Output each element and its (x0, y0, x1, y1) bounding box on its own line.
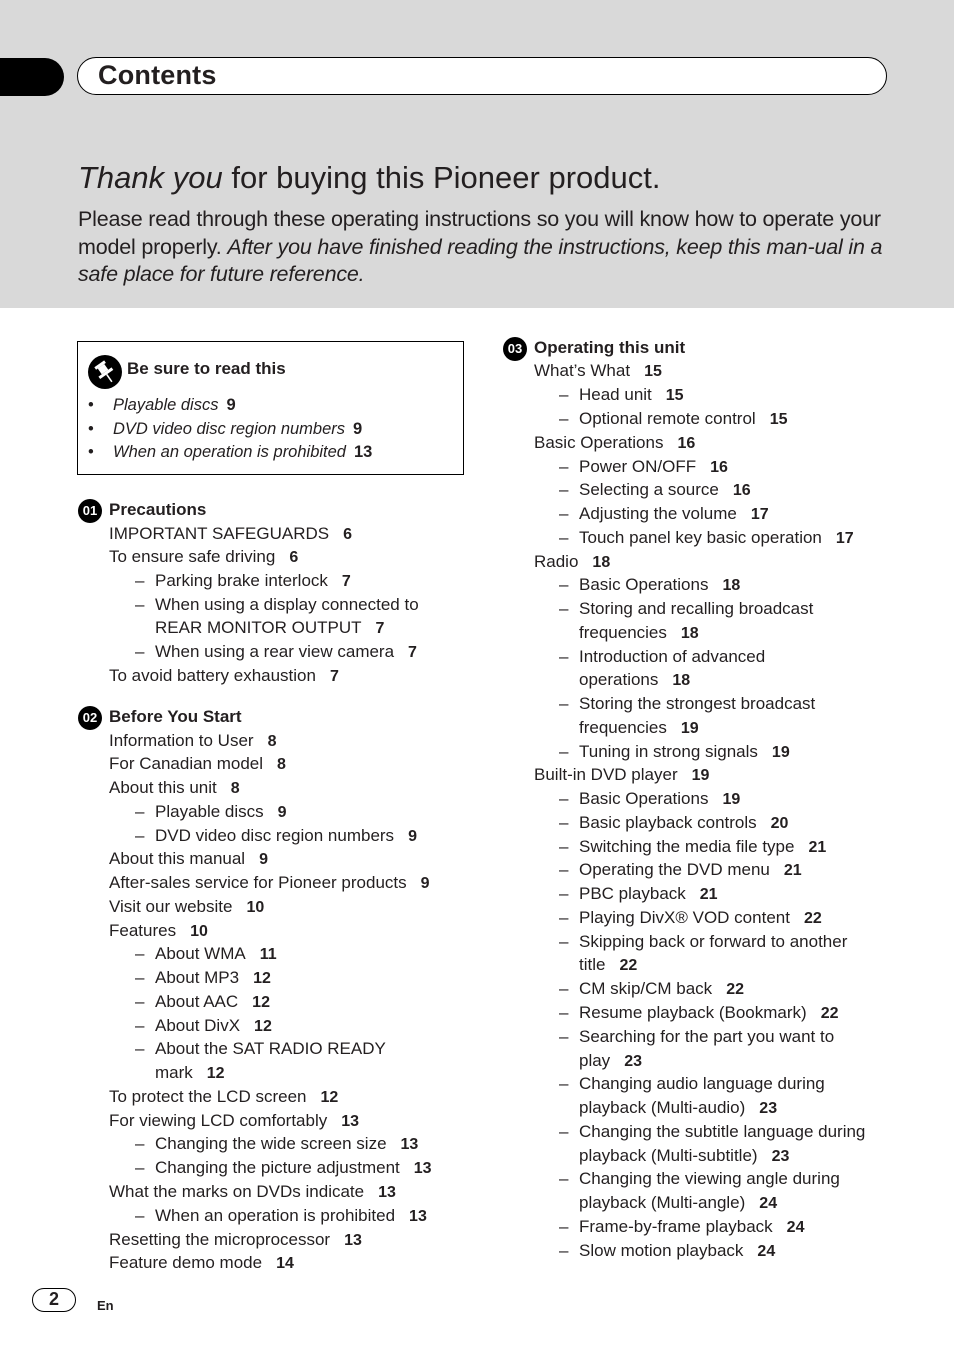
toc-entry[interactable]: About this unit 8 (109, 778, 240, 797)
intro-italic: After you have finished reading the instructions, keep this man-ual in a safe place for future reference. (78, 234, 883, 286)
toc-subentry[interactable]: – About WMA 11 (135, 944, 277, 963)
list-item[interactable]: • When an operation is prohibited 13 (88, 443, 373, 462)
toc-subentry[interactable]: – About the SAT RADIO READY (135, 1039, 386, 1058)
toc-subentry-continued[interactable]: playback (Multi-audio) 23 (579, 1098, 778, 1117)
toc-subentry[interactable]: – Introduction of advanced (559, 647, 766, 666)
toc-entry[interactable]: For viewing LCD comfortably 13 (109, 1111, 360, 1130)
toc-subentry[interactable]: – Basic playback controls 20 (559, 813, 789, 832)
section-tab-marker (0, 58, 64, 96)
toc-subentry-continued[interactable]: mark 12 (155, 1063, 225, 1082)
toc-subentry[interactable]: – When using a rear view camera 7 (135, 642, 417, 661)
page-title (78, 160, 660, 196)
toc-subentry-continued[interactable]: playback (Multi-angle) 24 (579, 1193, 778, 1212)
toc-subentry[interactable]: – Searching for the part you want to (559, 1027, 835, 1046)
toc-entry[interactable]: Visit our website 10 (109, 897, 265, 916)
toc-subentry-continued[interactable]: operations 18 (579, 670, 691, 689)
toc-entry[interactable]: Basic Operations 16 (534, 433, 696, 452)
toc-subentry[interactable]: – Tuning in strong signals 19 (559, 742, 790, 761)
toc-entry[interactable]: Feature demo mode 14 (109, 1253, 294, 1272)
toc-subentry[interactable]: – When using a display connected to (135, 595, 419, 614)
toc-subentry[interactable]: – Storing the strongest broadcast (559, 694, 816, 713)
toc-subentry-continued[interactable]: frequencies 18 (579, 623, 699, 642)
section-title-before-you-start[interactable]: Before You Start (109, 707, 242, 726)
toc-subentry[interactable]: – About DivX 12 (135, 1016, 272, 1035)
toc-entry[interactable]: To protect the LCD screen 12 (109, 1087, 339, 1106)
toc-subentry[interactable]: – Changing the viewing angle during (559, 1169, 840, 1188)
section-number-badge: 03 (503, 337, 527, 361)
toc-subentry[interactable]: – Optional remote control 15 (559, 409, 788, 428)
toc-subentry[interactable]: – Switching the media file type 21 (559, 837, 827, 856)
section-number-badge: 02 (78, 706, 102, 730)
header-band (0, 0, 954, 308)
title-italic: Thank you (78, 160, 223, 195)
toc-subentry-continued[interactable]: play 23 (579, 1051, 642, 1070)
note-box-list (88, 394, 372, 465)
contents-title: Contents (98, 60, 217, 90)
toc-subentry[interactable]: – Frame-by-frame playback 24 (559, 1217, 805, 1236)
toc-subentry[interactable]: – Parking brake interlock 7 (135, 571, 351, 590)
note-box-title: Be sure to read this (127, 359, 286, 378)
toc-subentry[interactable]: – Resume playback (Bookmark) 22 (559, 1003, 839, 1022)
toc-entry[interactable]: For Canadian model 8 (109, 754, 286, 773)
toc-subentry[interactable]: – Power ON/OFF 16 (559, 457, 728, 476)
toc-subentry[interactable]: – Basic Operations 19 (559, 789, 741, 808)
toc-subentry[interactable]: – Skipping back or forward to another (559, 932, 848, 951)
toc-entry[interactable]: Built-in DVD player 19 (534, 765, 710, 784)
toc-entry[interactable]: What’s What 15 (534, 361, 662, 380)
section-number-badge: 01 (78, 499, 102, 523)
toc-entry[interactable]: What the marks on DVDs indicate 13 (109, 1182, 396, 1201)
toc-subentry[interactable]: – Changing the picture adjustment 13 (135, 1158, 432, 1177)
toc-entry[interactable]: To avoid battery exhaustion 7 (109, 666, 339, 685)
toc-subentry[interactable]: – Basic Operations 18 (559, 575, 741, 594)
toc-subentry-continued[interactable]: frequencies 19 (579, 718, 699, 737)
toc-entry[interactable]: Resetting the microprocessor 13 (109, 1230, 362, 1249)
pushpin-icon (88, 355, 122, 389)
toc-entry[interactable]: Radio 18 (534, 552, 611, 571)
language-code: En (97, 1298, 114, 1313)
toc-subentry[interactable]: – CM skip/CM back 22 (559, 979, 744, 998)
toc-subentry[interactable]: – Head unit 15 (559, 385, 684, 404)
toc-subentry[interactable]: – Playing DivX® VOD content 22 (559, 908, 822, 927)
be-sure-to-read-box (77, 341, 464, 475)
toc-subentry[interactable]: – Selecting a source 16 (559, 480, 751, 499)
toc-subentry[interactable]: – PBC playback 21 (559, 884, 718, 903)
toc-entry[interactable]: After-sales service for Pioneer products 9 (109, 873, 430, 892)
toc-subentry-continued[interactable]: REAR MONITOR OUTPUT 7 (155, 618, 385, 637)
toc-subentry[interactable]: – Storing and recalling broadcast (559, 599, 814, 618)
contents-header (77, 57, 887, 95)
intro-plain: Please read through these operating instructions so you will know how to operate your model properly. (78, 207, 881, 259)
toc-subentry[interactable]: – Operating the DVD menu 21 (559, 860, 802, 879)
list-item[interactable]: • DVD video disc region numbers 9 (88, 419, 363, 438)
intro-text (78, 206, 898, 289)
toc-entry[interactable]: About this manual 9 (109, 849, 268, 868)
section-title-precautions[interactable]: Precautions (109, 500, 207, 519)
toc-subentry[interactable]: – Slow motion playback 24 (559, 1241, 776, 1260)
toc-entry[interactable]: To ensure safe driving 6 (109, 547, 299, 566)
toc-subentry[interactable]: – Changing the subtitle language during (559, 1122, 866, 1141)
toc-subentry[interactable]: – DVD video disc region numbers 9 (135, 826, 417, 845)
toc-subentry[interactable]: – When an operation is prohibited 13 (135, 1206, 427, 1225)
toc-subentry-continued[interactable]: playback (Multi-subtitle) 23 (579, 1146, 790, 1165)
toc-entry[interactable]: IMPORTANT SAFEGUARDS 6 (109, 524, 352, 543)
page-number: 2 (32, 1288, 76, 1312)
toc-subentry[interactable]: – Changing audio language during (559, 1074, 825, 1093)
list-item[interactable]: • Playable discs 9 (88, 396, 236, 414)
toc-subentry[interactable]: – Adjusting the volume 17 (559, 504, 769, 523)
toc-subentry-continued[interactable]: title 22 (579, 955, 638, 974)
toc-entry[interactable]: Features 10 (109, 921, 208, 940)
title-rest: for buying this Pioneer product. (222, 160, 661, 195)
toc-entry[interactable]: Information to User 8 (109, 731, 277, 750)
toc-subentry[interactable]: – About MP3 12 (135, 968, 271, 987)
section-title-operating-this-unit[interactable]: Operating this unit (534, 338, 686, 357)
toc-subentry[interactable]: – Playable discs 9 (135, 802, 287, 821)
toc-subentry[interactable]: – About AAC 12 (135, 992, 270, 1011)
toc-subentry[interactable]: – Touch panel key basic operation 17 (559, 528, 854, 547)
toc-subentry[interactable]: – Changing the wide screen size 13 (135, 1134, 419, 1153)
